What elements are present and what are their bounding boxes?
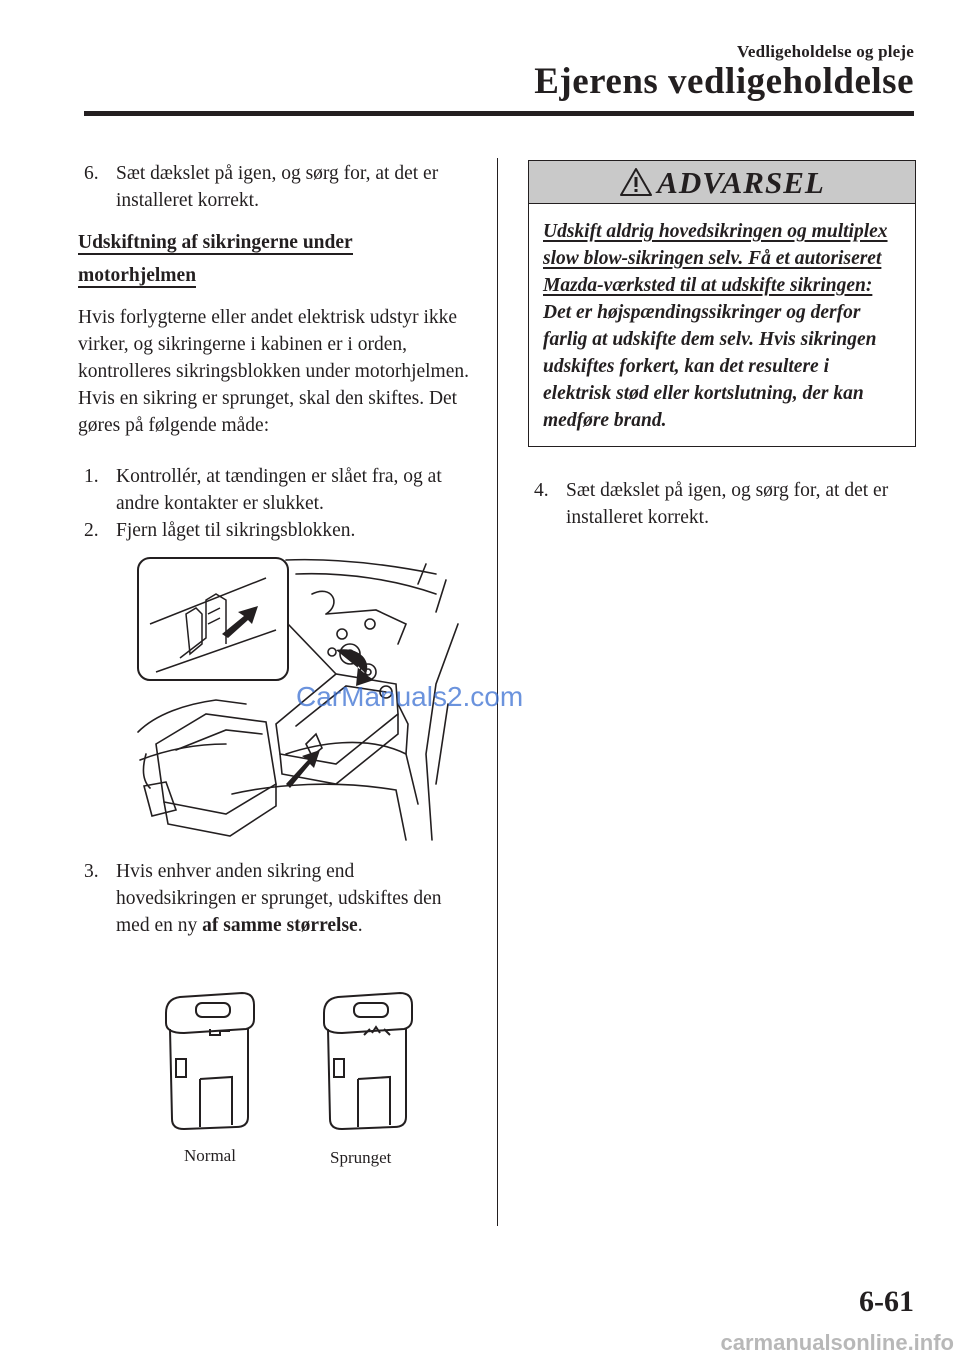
step-text-end: .	[357, 915, 363, 936]
step-text: Fjern låget til sikringsblokken.	[116, 520, 356, 541]
section-label: Vedligeholdelse og pleje	[737, 42, 914, 61]
step-6	[78, 160, 478, 214]
fuse-label-blown: Sprunget	[330, 1148, 392, 1167]
header-rule	[84, 111, 914, 116]
warning-explanation: Det er højspændingssikringer og derfor farlig at udskifte dem selv. Hvis sikringen udskiftes forkert, kan det resultere i elektrisk stød eller kortslutning, der kan medføre brand.	[543, 302, 877, 431]
step-1	[78, 463, 478, 517]
right-column	[528, 160, 916, 531]
step-4	[528, 477, 916, 531]
step-number: 3.	[84, 861, 99, 882]
step-text: Hvis enhver anden sikring end hovedsikringen er sprunget, udskiftes den med en ny	[116, 861, 442, 936]
page-title: Ejerens vedligeholdelse	[534, 61, 914, 102]
step-2	[78, 517, 478, 544]
left-column	[78, 160, 524, 1189]
section-heading-line-1: Udskiftning af sikringerne under	[78, 232, 353, 253]
warning-header	[529, 161, 915, 204]
fuse-illustration	[158, 989, 428, 1189]
step-number: 4.	[534, 480, 549, 501]
engine-bay-illustration	[136, 554, 524, 840]
step-number: 2.	[84, 520, 99, 541]
step-text: Sæt dækslet på igen, og sørg for, at det er installeret korrekt.	[116, 163, 439, 211]
step-text: Kontrollér, at tændingen er slået fra, og at andre kontakter er slukket.	[116, 466, 442, 514]
warning-body	[529, 204, 915, 446]
step-number: 6.	[84, 163, 99, 184]
warning-triangle-icon	[619, 167, 653, 197]
warning-box	[528, 160, 916, 447]
fuse-comparison-figure	[158, 989, 428, 1189]
step-text: Sæt dækslet på igen, og sørg for, at det er installeret korrekt.	[566, 480, 889, 528]
figure-watermark: CarManuals2.com	[296, 681, 524, 712]
warning-instruction: Udskift aldrig hovedsikringen og multiplex slow blow-sikringen selv. Få et autoriseret Mazda-værksted til at udskifte sikringen:	[543, 221, 888, 296]
footer-watermark: carmanualsonline.info	[720, 1330, 954, 1355]
step-text-bold: af samme størrelse	[202, 915, 358, 936]
fuse-block-figure	[136, 554, 524, 840]
step-number: 1.	[84, 466, 99, 487]
fuse-label-normal: Normal	[184, 1146, 236, 1165]
step-3	[78, 858, 478, 939]
page-number: 6-61	[859, 1285, 914, 1318]
section-heading-line-2: motorhjelmen	[78, 265, 197, 286]
warning-title: ADVARSEL	[657, 164, 825, 200]
section-heading	[78, 226, 478, 292]
intro-paragraph: Hvis forlygterne eller andet elektrisk udstyr ikke virker, og sikringerne i kabinen er i orden, kontrolleres sikringsblokken under motorhjelmen. Hvis en sikring er sprunget, skal den skiftes. Det gøres på følgende måde:	[78, 307, 470, 436]
